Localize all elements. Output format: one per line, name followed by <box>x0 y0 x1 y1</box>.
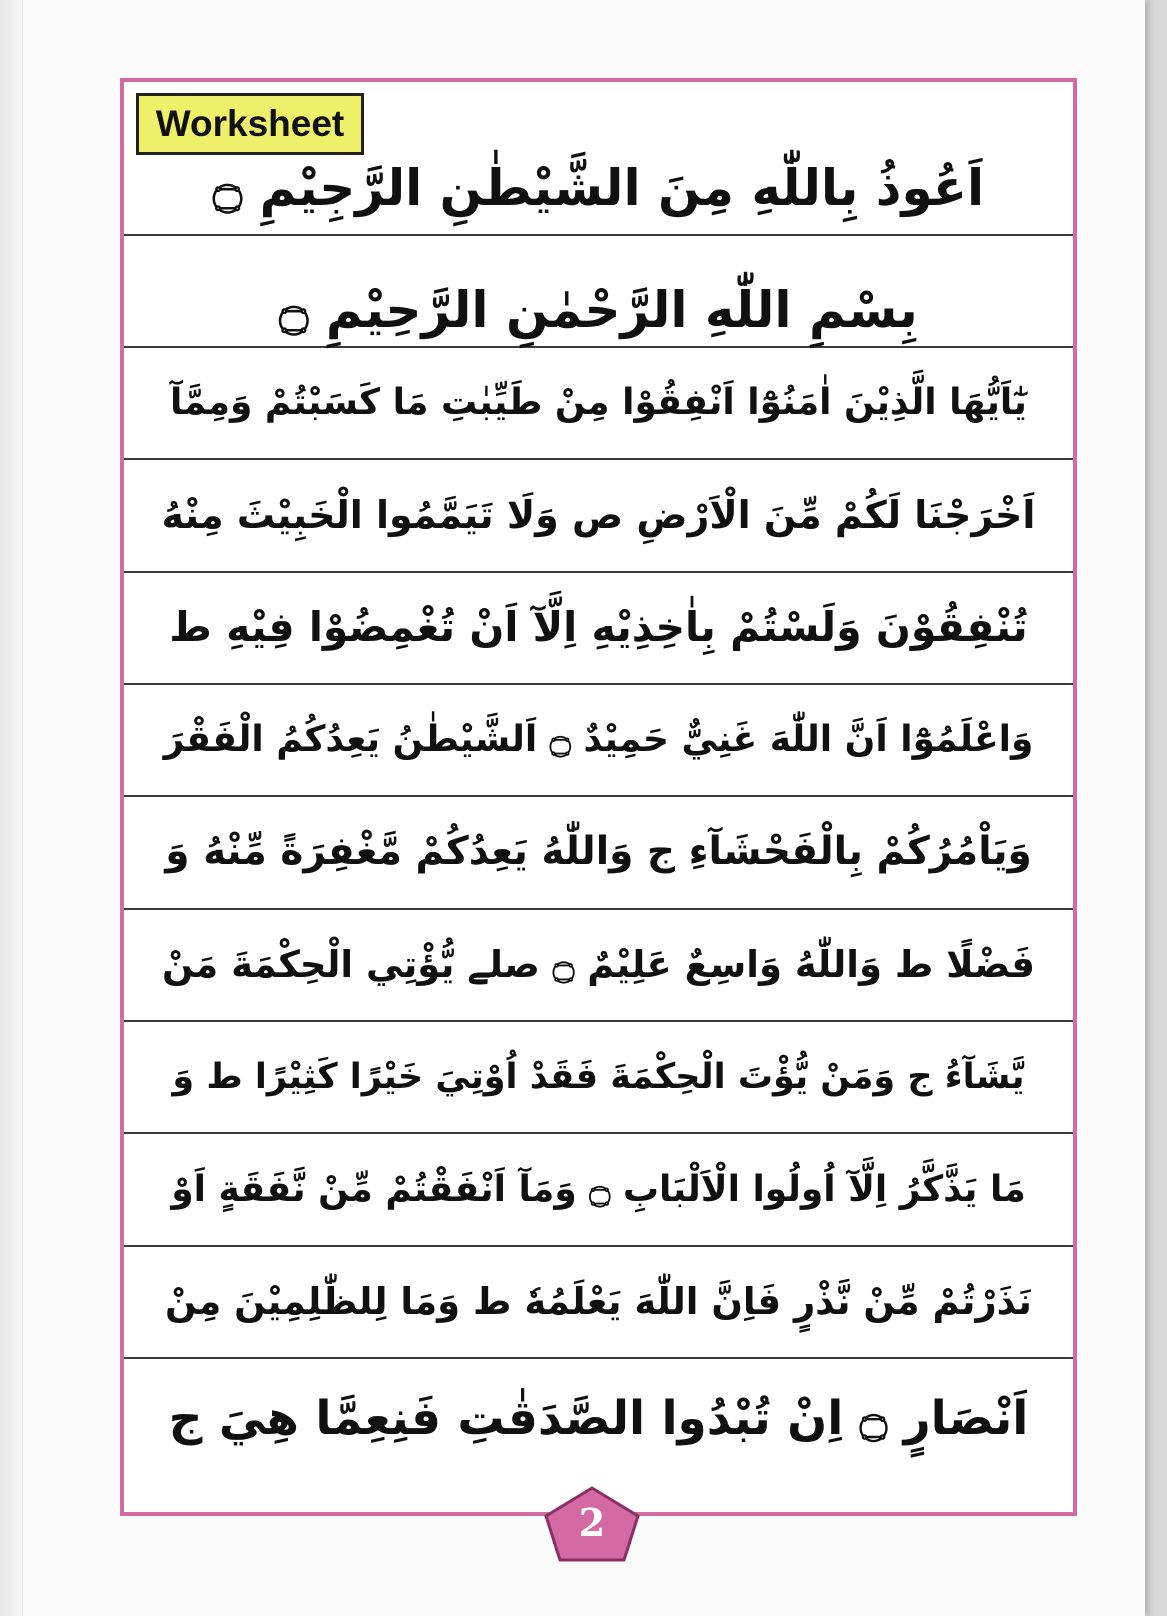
page-number-badge <box>544 1486 640 1562</box>
verse-line-5: تُنْفِقُوْنَ وَلَسْتُمْ بِاٰخِذِيْهِ اِلَّآ اَنْ تُغْمِضُوْا فِيْهِ ط <box>169 603 1028 652</box>
verse-row <box>124 1022 1073 1134</box>
page-binding <box>0 0 23 1616</box>
verse-line-4: اَخْرَجْنَا لَكُمْ مِّنَ الْاَرْضِ ص وَلَا تَيَمَّمُوا الْخَبِيْثَ مِنْهُ <box>161 492 1036 537</box>
worksheet-label: Worksheet <box>136 93 364 155</box>
verse-row <box>124 236 1073 348</box>
worksheet-frame <box>120 78 1077 1516</box>
page-number: 2 <box>578 1500 606 1545</box>
verse-line-2: بِسْمِ اللّٰهِ الرَّحْمٰنِ الرَّحِيْمِ ۝ <box>279 280 918 339</box>
verse-row <box>124 460 1073 573</box>
verse-rows <box>124 82 1073 1512</box>
verse-row <box>124 1134 1073 1247</box>
verse-line-7: وَيَاْمُرُكُمْ بِالْفَحْشَآءِ ج وَاللّٰهُ يَعِدُكُمْ مَّغْفِرَةً مِّنْهُ وَ <box>165 829 1032 875</box>
verse-line-1: اَعُوذُ بِاللّٰهِ مِنَ الشَّيْطٰنِ الرَّجِيْمِ ۝ <box>212 158 985 217</box>
verse-line-10: مَا يَذَّكَّرُ اِلَّآ اُولُوا الْاَلْبَابِ ۝ وَمَآ اَنْفَقْتُمْ مِّنْ نَّفَقَةٍ اَوْ <box>171 1168 1026 1210</box>
verse-row <box>124 910 1073 1022</box>
verse-row <box>124 797 1073 910</box>
verse-line-3: يٰٓاَيُّهَا الَّذِيْنَ اٰمَنُوْٓا اَنْفِقُوْا مِنْ طَيِّبٰتِ مَا كَسَبْتُمْ وَمِمَّآ <box>170 382 1027 424</box>
verse-line-11: نَذَرْتُمْ مِّنْ نَّذْرٍ فَاِنَّ اللّٰهَ يَعْلَمُهٗ ط وَمَا لِلظّٰلِمِيْنَ مِنْ <box>165 1279 1032 1323</box>
verse-line-9: يَّشَآءُ ج وَمَنْ يُّؤْتَ الْحِكْمَةَ فَقَدْ اُوْتِيَ خَيْرًا كَثِيْرًا ط وَ <box>172 1056 1025 1097</box>
verse-row <box>124 348 1073 460</box>
verse-line-8: فَضْلًا ط وَاللّٰهُ وَاسِعٌ عَلِيْمٌ ۝ صلے يُّؤْتِي الْحِكْمَةَ مَنْ <box>162 942 1035 986</box>
verse-row <box>124 573 1073 685</box>
verse-row <box>124 1247 1073 1359</box>
verse-line-6: وَاعْلَمُوْٓا اَنَّ اللّٰهَ غَنِيٌّ حَمِيْدٌ ۝ اَلشَّيْطٰنُ يَعِدُكُمُ الْفَقْرَ <box>163 719 1034 761</box>
verse-row <box>124 685 1073 797</box>
verse-line-12: اَنْصَارٍ ۝ اِنْ تُبْدُوا الصَّدَقٰتِ فَنِعِمَّا هِيَ ج <box>168 1391 1029 1447</box>
